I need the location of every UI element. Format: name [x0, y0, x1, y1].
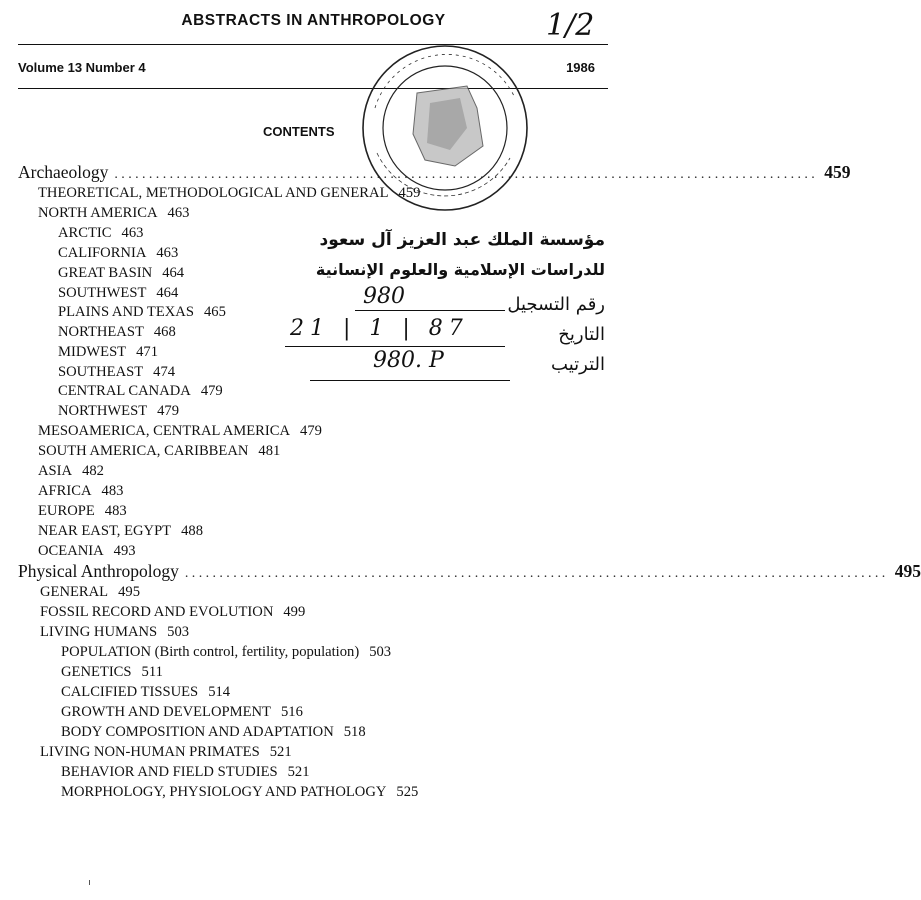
toc-entry: NORTHWEST 479 [58, 403, 179, 419]
toc-section-physical-anthropology [18, 560, 921, 582]
toc-entry: SOUTHEAST 474 [58, 364, 176, 380]
toc-entry: THEORETICAL, METHODOLOGICAL AND GENERAL 459 [38, 185, 421, 201]
section-page: 459 [824, 162, 851, 182]
stamp-underline [285, 346, 505, 347]
toc-entry: NEAR EAST, EGYPT 488 [38, 523, 203, 539]
section-page: 495 [894, 561, 921, 581]
toc-entry: OCEANIA 493 [38, 543, 136, 559]
toc-entry: BODY COMPOSITION AND ADAPTATION 518 [61, 724, 366, 740]
stamp-underline [310, 380, 510, 381]
scan-speck [89, 880, 90, 885]
section-title: Archaeology [18, 162, 109, 182]
toc-entry: GREAT BASIN 464 [58, 265, 185, 281]
toc-entry: MESOAMERICA, CENTRAL AMERICA 479 [38, 423, 322, 439]
reg-number-handwritten: 980 [363, 284, 405, 309]
toc-entry: EUROPE 483 [38, 503, 127, 519]
date-handwritten: 21 | 1 | 87 [290, 316, 469, 341]
handwritten-corner-note: 1/2 [546, 8, 595, 43]
toc-entry: ASIA 482 [38, 463, 104, 479]
volume-label: Volume 13 Number 4 [18, 60, 146, 75]
dot-leader: ...................................................................................................... [184, 566, 889, 581]
stamp-underline [355, 310, 505, 311]
year-label: 1986 [566, 60, 595, 75]
toc-entry: POPULATION (Birth control, fertility, population) 503 [61, 644, 392, 660]
stamp-institution: مؤسسة الملك عبد العزيز آل سعود [319, 230, 605, 250]
toc-entry: MORPHOLOGY, PHYSIOLOGY AND PATHOLOGY 525 [61, 784, 419, 800]
stamp-date-label: التاريخ [558, 324, 605, 345]
toc-entry: LIVING NON-HUMAN PRIMATES 521 [40, 744, 292, 760]
toc-entry: FOSSIL RECORD AND EVOLUTION 499 [40, 604, 306, 620]
dot-leader: ...................................................................................................... [114, 167, 819, 182]
section-title: Physical Anthropology [18, 561, 179, 581]
toc-entry: ARCTIC 463 [58, 225, 144, 241]
toc-entry: GENERAL 495 [40, 584, 140, 600]
contents-heading: CONTENTS [263, 124, 335, 139]
class-handwritten: 980. P [373, 348, 444, 373]
toc-entry: BEHAVIOR AND FIELD STUDIES 521 [61, 764, 310, 780]
toc-entry: AFRICA 483 [38, 483, 124, 499]
stamp-subtitle: للدراسات الإسلامية والعلوم الإنسانية [315, 260, 605, 279]
journal-title: ABSTRACTS IN ANTHROPOLOGY [181, 12, 446, 29]
toc-entry: NORTHEAST 468 [58, 324, 176, 340]
toc-entry: GROWTH AND DEVELOPMENT 516 [61, 704, 303, 720]
toc-entry: CALCIFIED TISSUES 514 [61, 684, 231, 700]
toc-entry: SOUTHWEST 464 [58, 285, 179, 301]
stamp-reg-label: رقم التسجيل [507, 294, 605, 315]
stamp-class-label: الترتيب [551, 354, 605, 375]
toc-entry: GENETICS 511 [61, 664, 163, 680]
toc-entry: PLAINS AND TEXAS 465 [58, 304, 226, 320]
toc-entry: NORTH AMERICA 463 [38, 205, 190, 221]
toc-entry: CENTRAL CANADA 479 [58, 383, 223, 399]
toc-entry: SOUTH AMERICA, CARIBBEAN 481 [38, 443, 281, 459]
toc-section-archaeology [18, 161, 851, 183]
registration-stamp [285, 222, 615, 392]
toc-entry: MIDWEST 471 [58, 344, 158, 360]
toc-entry: CALIFORNIA 463 [58, 245, 179, 261]
toc-entry: LIVING HUMANS 503 [40, 624, 190, 640]
